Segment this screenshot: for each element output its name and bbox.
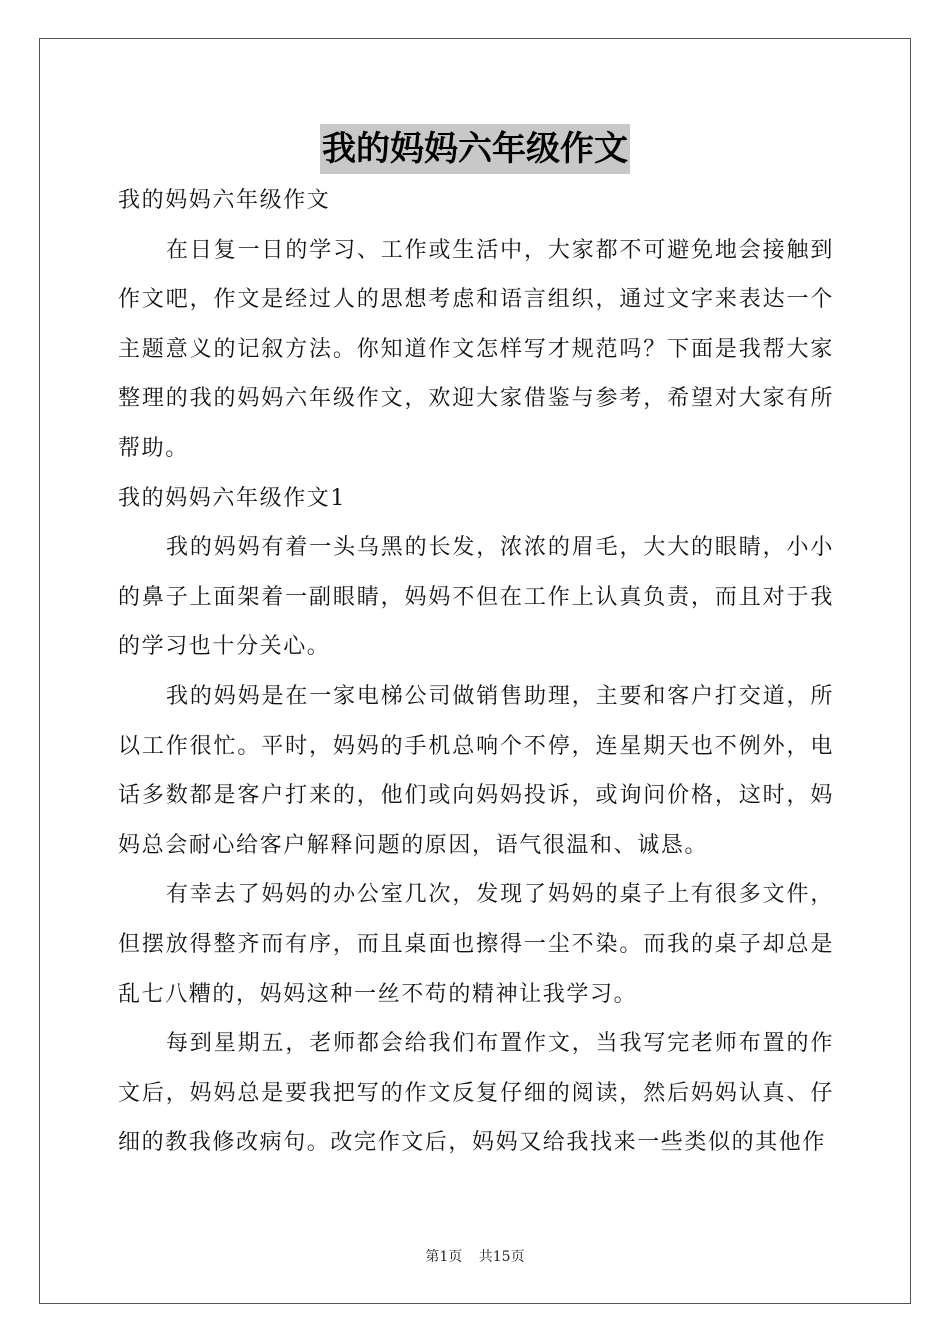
intro-paragraph: 在日复一日的学习、工作或生活中，大家都不可避免地会接触到作文吧，作文是经过人的思想考虑和语言组织，通过文字来表达一个主题意义的记叙方法。你知道作文怎样写才规范吗？下面是我帮大家整理的我的妈妈六年级作文，欢迎大家借鉴与参考，希望对大家有所帮助。 <box>118 237 834 461</box>
page-footer <box>0 1246 950 1266</box>
title-container <box>0 124 950 174</box>
body-paragraph: 每到星期五，老师都会给我们布置作文，当我写完老师布置的作文后，妈妈总是要我把写的作文反复仔细的阅读，然后妈妈认真、仔细的教我修改病句。改完作文后，妈妈又给我找来一些类似的其他作 <box>118 1031 834 1156</box>
page-number: 第1页 <box>425 1249 463 1265</box>
document-body <box>118 176 834 1168</box>
body-paragraph: 有幸去了妈妈的办公室几次，发现了妈妈的桌子上有很多文件，但摆放得整齐而有序，而且桌面也擦得一尘不染。而我的桌子却总是乱七八糟的，妈妈这种一丝不苟的精神让我学习。 <box>118 882 834 1007</box>
section-heading: 我的妈妈六年级作文 <box>118 188 331 213</box>
body-paragraph: 我的妈妈是在一家电梯公司做销售助理，主要和客户打交道，所以工作很忙。平时，妈妈的手机总响个不停，连星期天也不例外，电话多数都是客户打来的，他们或向妈妈投诉，或询问价格，这时，妈妈总会耐心给客户解释问题的原因，语气很温和、诚恳。 <box>118 683 834 858</box>
section-heading: 我的妈妈六年级作文1 <box>118 485 346 511</box>
body-paragraph: 我的妈妈有着一头乌黑的长发，浓浓的眉毛，大大的眼睛，小小的鼻子上面架着一副眼睛，妈妈不但在工作上认真负责，而且对于我的学习也十分关心。 <box>118 535 834 660</box>
page-total: 共15页 <box>478 1249 525 1265</box>
document-title: 我的妈妈六年级作文 <box>320 124 630 174</box>
